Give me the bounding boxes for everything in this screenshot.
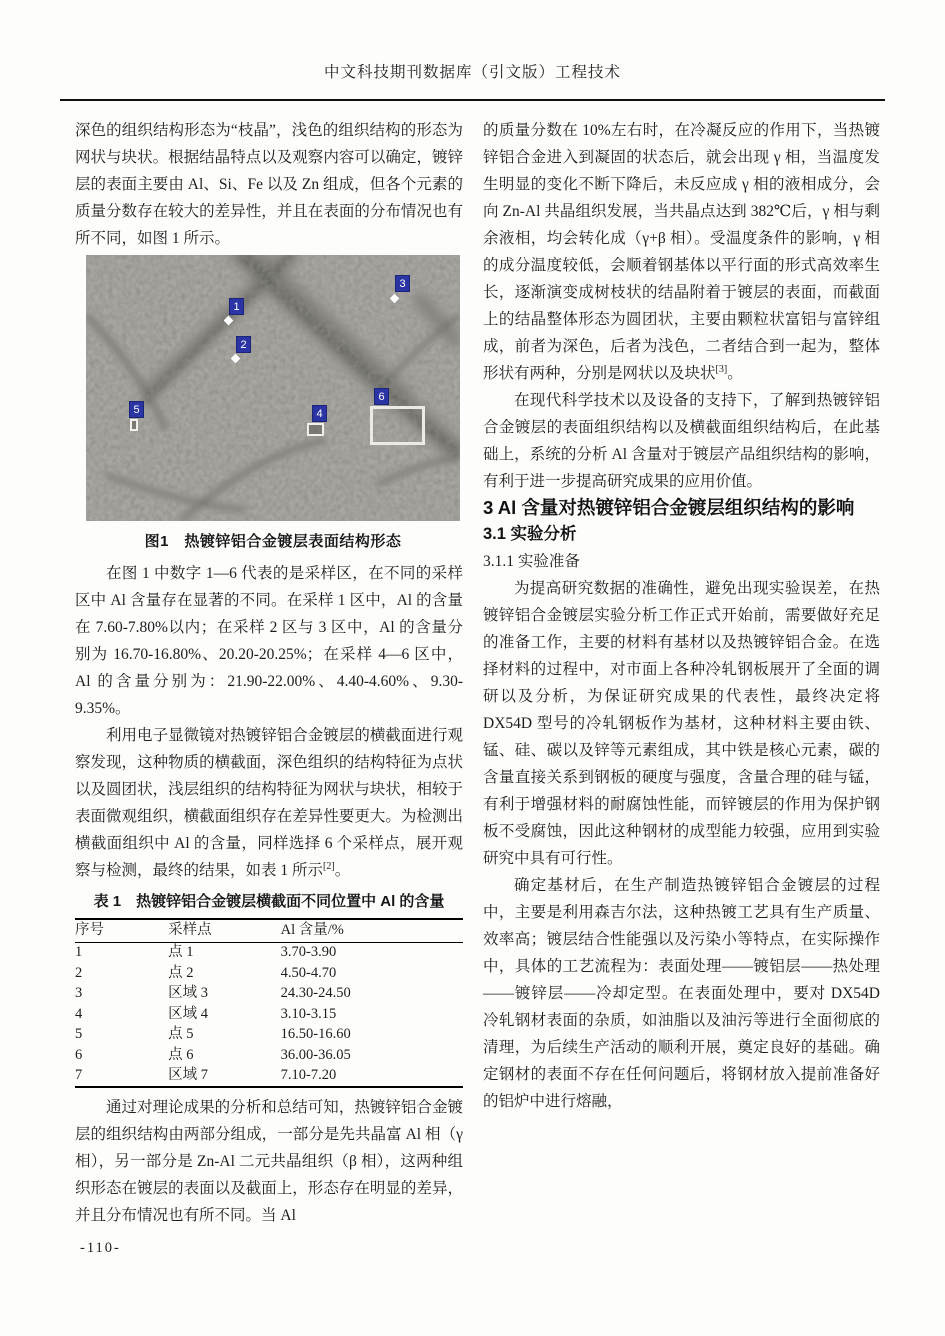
paragraph: 在现代科学技术以及设备的支持下，了解到热镀锌铝合金镀层的表面组织结构以及横截面组织结构后，在此基础上，系统的分析 Al 含量对于镀层产品组织结构的影响，有利于进一步提高研究成果的应用价值。 (483, 392, 880, 490)
column-header: Al 含量/% (281, 919, 463, 942)
paragraph-text: 的质量分数在 10%左右时，在冷凝反应的作用下，当热镀锌铝合金进入到凝固的状态后，就会出现 γ 相，当温度发生明显的变化不断下降后，未反应成 γ 相的液相成分，会向 Zn-Al 共晶组织发展，当共晶点达到 382℃后，γ 相与剩余液相，均会转化成（γ+β 相）。受温度条件的影响，γ 相的成分温度较低，会顺着钢基体以平行面的形式高效率生长，逐渐演变成树枝状的结晶附着于镀层的表面，而截面上的结晶整体形态为圆团状，主要由颗粒状富铝与富锌组成，前者为深色，后者为浅色，二者结合到一起为，整体形状有两种，分别是网状以及块状 (483, 122, 880, 382)
table-1 (75, 918, 463, 1088)
table-row (75, 1004, 463, 1025)
column-header: 采样点 (168, 919, 281, 942)
paragraph: 在图 1 中数字 1—6 代表的是采样区，在不同的采样区中 Al 含量存在显著的不同。在采样 1 区中，Al 的含量在 7.60-7.80%以内；在采样 2 区与 3 区中，Al 的含量分别为 16.70-16.80%、20.20-20.25%；在采样 4—6 区中，Al 的含量分别为：21.90-22.00%、4.40-4.60%、9.30-9.35%。 (75, 565, 463, 717)
cell: 点 2 (168, 964, 194, 981)
cell: 7.10-7.20 (280, 1067, 337, 1083)
figure-label-6: 6 (374, 388, 389, 405)
cell: 点 1 (168, 944, 194, 960)
figure-caption: 图1 热镀锌铝合金镀层表面结构形态 (144, 533, 402, 550)
column-header: 序号 (75, 919, 168, 942)
cell: 5 (75, 1026, 83, 1042)
table-caption: 表 1 热镀锌铝合金镀层横截面不同位置中 Al 的含量 (93, 893, 445, 910)
figure-1 (86, 255, 460, 555)
subsection-heading: 3.1 实验分析 (483, 525, 577, 543)
journal-header: 中文科技期刊数据库（引文版）工程技术 (323, 64, 621, 81)
right-column (483, 117, 880, 1115)
table-header-row (75, 919, 463, 942)
cell: 点 6 (168, 1046, 194, 1063)
cell: 区域 3 (168, 985, 208, 1001)
paragraph: 确定基材后，在生产制造热镀锌铝合金镀层的过程中，主要是利用森吉尔法，这种热镀工艺具有生产质量、效率高；镀层结合性能强以及污染小等特点，在实际操作中，具体的工艺流程为：表面处理——镀铝层——热处理——镀锌层——冷却定型。在表面处理中，要对 DX54D 冷轧钢材表面的杂质，如油脂以及油污等进行全面彻底的清理，为后续生产活动的顺利开展，奠定良好的基础。确定钢材的表面不存在任何问题后，将钢材放入提前准备好的铝炉中进行熔融， (483, 877, 880, 1110)
paragraph: 为提高研究数据的准确性，避免出现实验误差，在热镀锌铝合金镀层实验分析工作正式开始前，需要做好充足的准备工作，主要的材料有基材以及热镀锌铝合金。在选择材料的过程中，对市面上各种冷轧钢板展开了全面的调研以及分析，为保证研究成果的代表性，最终决定将 DX54D 型号的冷轧钢板作为基材，这种材料主要由铁、锰、硅、碳以及锌等元素组成，其中铁是核心元素，碳的含量直接关系到钢板的硬度与强度，含量合理的硅与锰，有利于增强材料的耐腐蚀性能，而锌镀层的作用为保护钢板不受腐蚀，因此这种钢材的成型能力较强，应用到实验研究中具有可行性。 (483, 580, 880, 867)
table-row (75, 984, 463, 1005)
cell: 16.50-16.60 (280, 1026, 351, 1042)
paragraph (75, 722, 463, 884)
figure-marker-4 (307, 423, 324, 436)
paragraph-text: 利用电子显微镜对热镀锌铝合金镀层的横截面进行观察发现，这种物质的横截面，深色组织的结构特征为点状以及圆团状，浅层组织的结构特征为网状与块状，相较于表面微观组织，横截面组织存在差异性要更大。为检测出横截面组织中 Al 的含量，同样选择 6 个采样点，展开观察与检测，最终的结果，如表 1 所示 (75, 727, 463, 879)
cell: 4 (75, 1005, 83, 1022)
cell: 3.10-3.15 (280, 1005, 337, 1022)
paragraph: 深色的组织结构形态为“枝晶”，浅色的组织结构的形态为网状与块状。根据结晶特点以及观察内容可以确定，镀锌层的表面主要由 Al、Si、Fe 以及 Zn 组成，但各个元素的质量分数存在较大的差异性，并且在表面的分布情况也有所不同，如图 1 所示。 (75, 122, 463, 247)
paragraph (483, 117, 880, 387)
cell: 1 (75, 944, 83, 960)
figure-label-4: 4 (312, 405, 327, 422)
citation-ref-3: [3] (715, 363, 728, 375)
table-row (75, 963, 463, 984)
cell: 区域 4 (168, 1005, 208, 1022)
table-row (75, 1045, 463, 1066)
table-row (75, 1025, 463, 1046)
cell: 2 (75, 964, 83, 981)
paragraph-text: 。 (727, 365, 743, 382)
cell: 4.50-4.70 (280, 964, 337, 981)
figure-marker-6 (370, 406, 425, 445)
figure-label-3: 3 (395, 275, 410, 292)
page-number: -110- (80, 1240, 121, 1256)
table-row (75, 1066, 463, 1088)
section-heading: 3 Al 含量对热镀锌铝合金镀层组织结构的影响 (483, 497, 855, 518)
micrograph-texture (86, 255, 460, 521)
paragraph-text: 。 (334, 862, 351, 879)
cell: 点 5 (168, 1026, 194, 1042)
micrograph-image (86, 255, 460, 521)
subsubsection-heading: 3.1.1 实验准备 (483, 553, 580, 570)
citation-ref-2: [2] (323, 860, 335, 872)
figure-marker-5 (130, 419, 138, 431)
figure-label-1: 1 (229, 298, 244, 315)
cell: 区域 7 (168, 1067, 208, 1083)
header-rule (60, 99, 885, 101)
cell: 3.70-3.90 (280, 944, 337, 960)
cell: 7 (75, 1067, 83, 1083)
cell: 3 (75, 985, 83, 1001)
figure-label-2: 2 (236, 336, 251, 353)
figure-label-5: 5 (129, 401, 144, 418)
table-row (75, 942, 463, 963)
cell: 6 (75, 1046, 83, 1063)
left-column (75, 117, 463, 1229)
paragraph: 通过对理论成果的分析和总结可知，热镀锌铝合金镀层的组织结构由两部分组成，一部分是先共晶富 Al 相（γ 相），另一部分是 Zn-Al 二元共晶组织（β 相），这两种组织形态在镀层的表面以及截面上，形态存在明显的差异，并且分布情况也有所不同。当 Al (75, 1099, 463, 1224)
cell: 36.00-36.05 (280, 1046, 351, 1063)
cell: 24.30-24.50 (280, 985, 351, 1001)
